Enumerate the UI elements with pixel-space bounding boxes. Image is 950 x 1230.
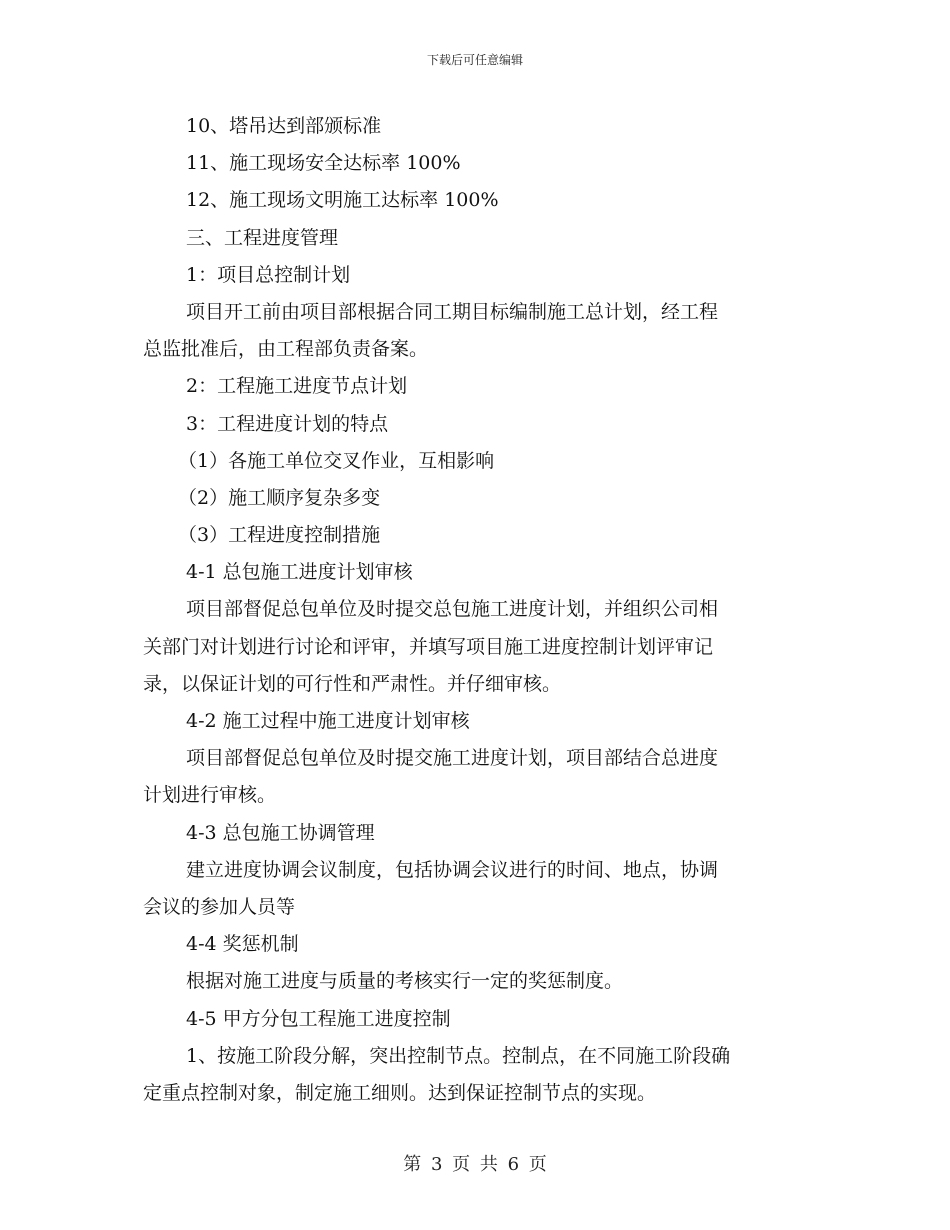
text-line: 关部门对计划进行讨论和评审，并填写项目施工进度控制计划评审记 [143, 635, 714, 658]
text-line: 4-2 施工过程中施工进度计划审核 [186, 710, 470, 732]
text-line: 4-1 总包施工进度计划审核 [186, 561, 413, 584]
text-line: 1、按施工阶段分解，突出控制节点。控制点，在不同施工阶段确 [186, 1044, 731, 1067]
text-line: 3：工程进度计划的特点 [186, 412, 389, 435]
text-line: （1）各施工单位交叉作业，互相影响 [178, 449, 495, 472]
text-line: 定重点控制对象，制定施工细则。达到保证控制节点的实现。 [143, 1081, 657, 1104]
text-line: 总监批准后，由工程部负责备案。 [143, 338, 429, 361]
text-line: 2：工程施工进度节点计划 [186, 375, 408, 398]
text-line: 4-5 甲方分包工程施工进度控制 [186, 1007, 451, 1030]
text-line: 12、施工现场文明施工达标率 100% [186, 189, 499, 212]
text-line: 项目部督促总包单位及时提交施工进度计划，项目部结合总进度 [186, 747, 719, 770]
text-line: 1：项目总控制计划 [186, 263, 351, 286]
text-line: 项目部督促总包单位及时提交总包施工进度计划，并组织公司相 [186, 598, 719, 621]
text-line: 根据对施工进度与质量的考核实行一定的奖惩制度。 [186, 970, 624, 993]
text-line: 项目开工前由项目部根据合同工期目标编制施工总计划，经工程 [186, 300, 719, 323]
text-line: 建立进度协调会议制度，包括协调会议进行的时间、地点，协调 [186, 858, 719, 881]
text-line: 会议的参加人员等 [143, 895, 296, 918]
text-line: 计划进行审核。 [143, 784, 277, 807]
text-line: 三、工程进度管理 [186, 226, 339, 249]
text-line: （2）施工顺序复杂多变 [178, 486, 381, 509]
document-body [143, 108, 808, 1112]
text-line: （3）工程进度控制措施 [178, 524, 381, 547]
text-line: 4-3 总包施工协调管理 [186, 821, 375, 844]
text-line: 录，以保证计划的可行性和严肃性。并仔细审核。 [143, 672, 562, 695]
text-line: 10、塔吊达到部颁标准 [186, 115, 382, 137]
text-line: 11、施工现场安全达标率 100% [186, 152, 461, 175]
page-number-footer: 第 3 页 共 6 页 [403, 1154, 547, 1175]
text-line: 4-4 奖惩机制 [186, 933, 299, 956]
page-header: 下载后可任意编辑 [426, 53, 523, 67]
